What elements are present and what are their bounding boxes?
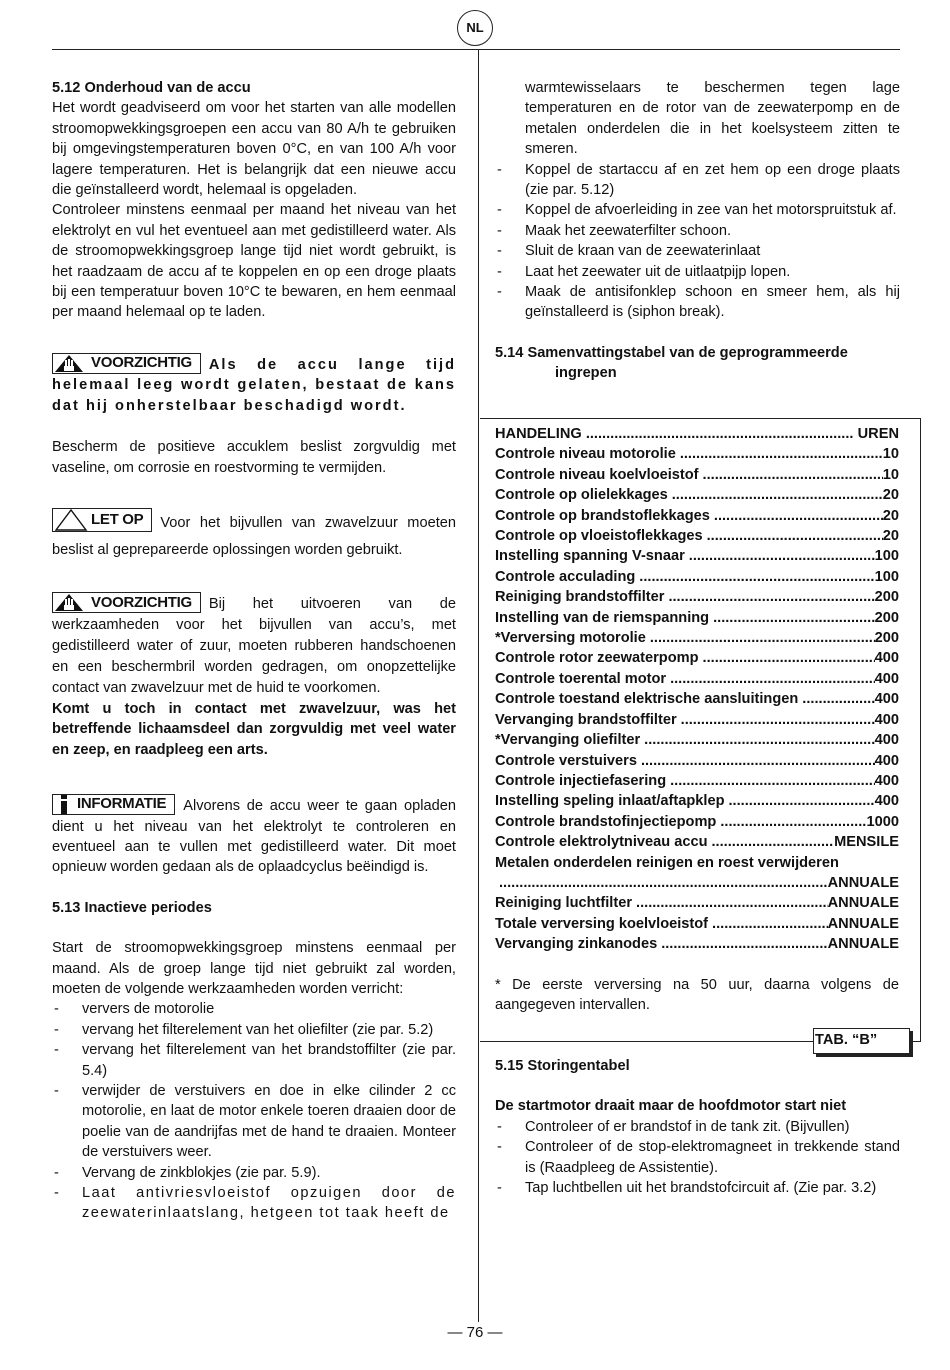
page-number-value: 76: [466, 1324, 484, 1341]
list-item: - Sluit de kraan van de zeewaterinlaat: [495, 241, 900, 261]
page-number-dash: —: [487, 1324, 503, 1341]
table-row-label: *Verversing motorolie: [495, 630, 646, 647]
list-item: - Controleer of de stop-elektromagneet in trekkende stand is (Raadpleeg de Assistentie).: [495, 1137, 900, 1178]
table-header-label: HANDELING: [495, 426, 582, 442]
table-row-value: 200: [874, 589, 899, 606]
page-number: [0, 1323, 950, 1343]
table-row-value: 400: [874, 772, 899, 789]
table-header-row: [495, 424, 899, 444]
section-5-12-title: 5.12 Onderhoud van de accu: [52, 80, 251, 96]
table-row-label: Reiniging luchtfilter: [495, 895, 633, 912]
table-row: [495, 751, 899, 771]
warning-badge: [52, 353, 201, 374]
vaseline-paragraph: Bescherm de positieve accuklem beslist zorgvuldig met vaseline, om corrosie en roestvorming te vermijden.: [52, 439, 456, 476]
table-row: [495, 771, 899, 791]
table-row-value: 10: [882, 466, 899, 483]
table-row: [495, 934, 899, 954]
table-row-label: Controle niveau koelvloeistof: [495, 466, 699, 483]
section-5-13-paragraph: Start de stroomopwekkingsgroep minstens eenmaal per maand. Als de groep lange tijd niet gebruikt zal worden, moeten de volgende werkzaamheden worden verricht:: [52, 940, 456, 997]
list-item: - Maak het zeewaterfilter schoon.: [495, 221, 900, 241]
list-item: - Koppel de startaccu af en zet hem op een droge plaats (zie par. 5.12): [495, 160, 900, 201]
table-row-label: Controle verstuivers: [495, 752, 637, 769]
table-tab-label: TAB. “B”: [813, 1028, 910, 1054]
table-row: [495, 444, 899, 464]
section-5-15-title: 5.15 Storingentabel: [495, 1058, 630, 1074]
table-row-value: 200: [874, 609, 899, 626]
table-row-value: 20: [882, 507, 899, 524]
section-5-14-title: 5.14 Samenvattingstabel van de geprogrammeerde ingrepen: [495, 344, 848, 382]
table-row-label: Totale verversing koelvloeistof: [495, 915, 709, 932]
warning-1-text: Als de accu lange tijd helemaal leeg wordt gelaten, bestaat de kans dat hij onherstelbaar beschadigd wordt.: [52, 356, 456, 414]
fault-causes-list: [495, 1117, 900, 1199]
info-badge: [52, 794, 175, 815]
list-item: - Laat het zeewater uit de uitlaatpijp lopen.: [495, 262, 900, 282]
table-row-value: ANNUALE: [827, 895, 899, 912]
table-row-value: 400: [874, 650, 899, 667]
table-row: [495, 812, 899, 832]
table-header-value: UREN: [857, 426, 899, 442]
table-row: [495, 587, 899, 607]
table-row-label: Reiniging brandstoffilter: [495, 589, 665, 606]
table-row: [495, 853, 899, 873]
table-row: [495, 669, 899, 689]
table-row: [495, 567, 899, 587]
list-item: - Koppel de afvoerleiding in zee van het motorspruitstuk af.: [495, 200, 900, 220]
table-row-label: Instelling van de riemspanning: [495, 609, 710, 626]
list-item: - Vervang de zinkblokjes (zie par. 5.9).: [52, 1163, 456, 1183]
table-row: [495, 832, 899, 852]
table-row-label: Controle brandstofinjectiepomp: [495, 813, 717, 830]
table-row: [495, 914, 899, 934]
left-column: [52, 78, 456, 1224]
list-item: - vervang het filterelement van het brandstoffilter (zie par. 5.4): [52, 1040, 456, 1081]
list-item: - Tap luchtbellen uit het brandstofcircuit af. (Zie par. 3.2): [495, 1178, 900, 1198]
warning-2-bold-text: Komt u toch in contact met zwavelzuur, was het betreffende lichaamsdeel dan zorgvuldig met veel water en zeep, en raadpleeg een arts.: [52, 700, 456, 758]
table-row-label: Controle rotor zeewaterpomp: [495, 650, 699, 667]
table-row-value: ANNUALE: [827, 874, 899, 891]
letop-text: Voor het bijvullen van zwavelzuur moeten beslist al geprepareerde oplossingen worden gebruikt.: [52, 514, 456, 558]
warning-block-2: [52, 592, 456, 699]
table-row-value: ANNUALE: [827, 936, 899, 953]
table-row-label: Vervanging brandstoffilter: [495, 711, 677, 728]
continued-text: warmtewisselaars te beschermen tegen lage temperaturen en de rotor van de zeewaterpomp en de metalen onderdelen die in het koelsysteem zitten te smeren.: [525, 80, 900, 158]
table-row-value: 20: [882, 528, 899, 545]
warning-badge-2: [52, 592, 201, 613]
table-footnote: * De eerste verversing na 50 uur, daarna volgens de aangegeven intervallen.: [495, 976, 899, 1013]
hand-warning-icon: [53, 593, 89, 612]
list-item: - Controleer of er brandstof in de tank zit. (Bijvullen): [495, 1117, 900, 1137]
maintenance-table: [495, 424, 899, 1015]
table-row-label: Controle op vloeistoflekkages: [495, 528, 703, 545]
table-row-label: Controle niveau motorolie: [495, 446, 676, 463]
inactive-steps-list-continued: [495, 160, 900, 323]
table-row-value: ANNUALE: [827, 915, 899, 932]
table-row-value: 20: [882, 487, 899, 504]
triangle-warning-icon: [53, 509, 89, 531]
table-row: [495, 689, 899, 709]
section-5-12-paragraph-2: Controleer minstens eenmaal per maand het niveau van het elektrolyt en vul het eventueel aan met gedistilleerd water. Als de stroomopwekkingsgroep lange tijd niet wordt gebruikt, is het raadzaam de accu af te koppelen en op een droge plaats bij een temperatuur boven 10°C te bewaren, en hem eenmaal per maand helemaal op te laden.: [52, 202, 456, 321]
fault-title: De startmotor draait maar de hoofdmotor start niet: [495, 1098, 847, 1115]
table-row: [495, 873, 899, 893]
table-row-label: Metalen onderdelen reinigen en roest verwijderen: [495, 854, 839, 871]
table-row: [495, 465, 899, 485]
table-row: [495, 730, 899, 750]
table-row: [495, 893, 899, 913]
table-row-label: Controle elektrolytniveau accu: [495, 834, 708, 851]
list-item: - vervang het filterelement van het oliefilter (zie par. 5.2): [52, 1020, 456, 1040]
table-row-label: Controle injectiefasering: [495, 772, 667, 789]
table-row-label: Vervanging zinkanodes: [495, 936, 658, 953]
table-row-value: 100: [874, 568, 899, 585]
table-row-value: 100: [874, 548, 899, 565]
info-block: [52, 794, 456, 878]
hand-warning-icon: [53, 354, 89, 373]
info-text: Alvorens de accu weer te gaan opladen dient u het niveau van het elektrolyt te controleren en eventueel aan te vullen met gedistilleerd water. Dit moet opnieuw worden gedaan als de oplaadcyclus beëindigd is.: [52, 798, 456, 876]
table-row-value: 400: [874, 691, 899, 708]
letop-badge: [52, 508, 152, 532]
table-row-value: 200: [874, 630, 899, 647]
warning-badge-label: VOORZICHTIG: [91, 354, 192, 372]
table-row-value: 1000: [866, 813, 899, 830]
table-row-value: 10: [882, 446, 899, 463]
section-5-15: [495, 1056, 900, 1198]
table-row: [495, 710, 899, 730]
table-row-label: *Vervanging oliefilter: [495, 732, 641, 749]
table-row: [495, 608, 899, 628]
warning-badge-2-label: VOORZICHTIG: [91, 593, 192, 611]
letop-badge-label: LET OP: [91, 511, 144, 529]
table-row-label: Controle toestand elektrische aansluitingen: [495, 691, 799, 708]
table-row: [495, 628, 899, 648]
table-row-value: 400: [874, 670, 899, 687]
warning-block-1: [52, 353, 456, 416]
list-item: - ververs de motorolie: [52, 999, 456, 1019]
section-5-13-title: 5.13 Inactieve periodes: [52, 899, 212, 916]
table-row-label: Controle op brandstoflekkages: [495, 507, 710, 524]
table-row-value: 400: [874, 752, 899, 769]
info-icon: [53, 795, 75, 814]
table-row: [495, 485, 899, 505]
language-badge: NL: [457, 10, 493, 46]
inactive-steps-list: [52, 999, 456, 1223]
table-row: [495, 506, 899, 526]
page-number-dash: —: [447, 1324, 463, 1341]
table-row-value: 400: [874, 711, 899, 728]
table-row: [495, 546, 899, 566]
table-row: [495, 526, 899, 546]
table-row: [495, 791, 899, 811]
table-row-label: Instelling spanning V-snaar: [495, 548, 685, 565]
letop-block: [52, 508, 456, 564]
table-row-label: Controle toerental motor: [495, 670, 667, 687]
table-row-value: 400: [874, 793, 899, 810]
list-item: - Maak de antisifonklep schoon en smeer hem, als hij geïnstalleerd is (siphon break).: [495, 282, 900, 323]
table-row-label: Instelling speling inlaat/aftapklep: [495, 793, 725, 810]
table-row: [495, 648, 899, 668]
right-column: [495, 78, 900, 384]
column-divider: [478, 50, 479, 1322]
list-item: - Laat antivriesvloeistof opzuigen door de zeewaterinlaatslang, hetgeen tot taak heeft de: [52, 1183, 456, 1224]
table-row-value: 400: [874, 732, 899, 749]
info-badge-label: INFORMATIE: [77, 795, 167, 813]
section-5-12-paragraph-1: Het wordt geadviseerd om voor het starten van alle modellen stroomopwekkingsgroepen een accu van 80 A/h te gebruiken bij omgevingstemperaturen boven 0°C, en van 100 A/h voor lagere temperaturen. Het is belangrijk dat een nieuwe accu die geïnstalleerd wordt, helemaal is opgeladen.: [52, 100, 456, 199]
list-item: - verwijder de verstuivers en doe in elke cilinder 2 cc motorolie, en laat de motor enkele toeren draaien door de poelie van de aandrijfas met de hand te draaien. Monteer de verstuivers weer.: [52, 1081, 456, 1163]
table-row-label: Controle op olielekkages: [495, 487, 668, 504]
table-row-value: MENSILE: [834, 834, 899, 851]
top-rule: [52, 49, 900, 50]
table-row-label: Controle acculading: [495, 568, 636, 585]
warning-2-text: Bij het uitvoeren van de werkzaamheden voor het bijvullen van accu’s, met gedistilleerd water of zuur, moeten rubberen handschoenen en een beschermbril worden gedragen, om onopzettelijke contact van zwavelzuur met de huid te voorkomen.: [52, 595, 456, 696]
